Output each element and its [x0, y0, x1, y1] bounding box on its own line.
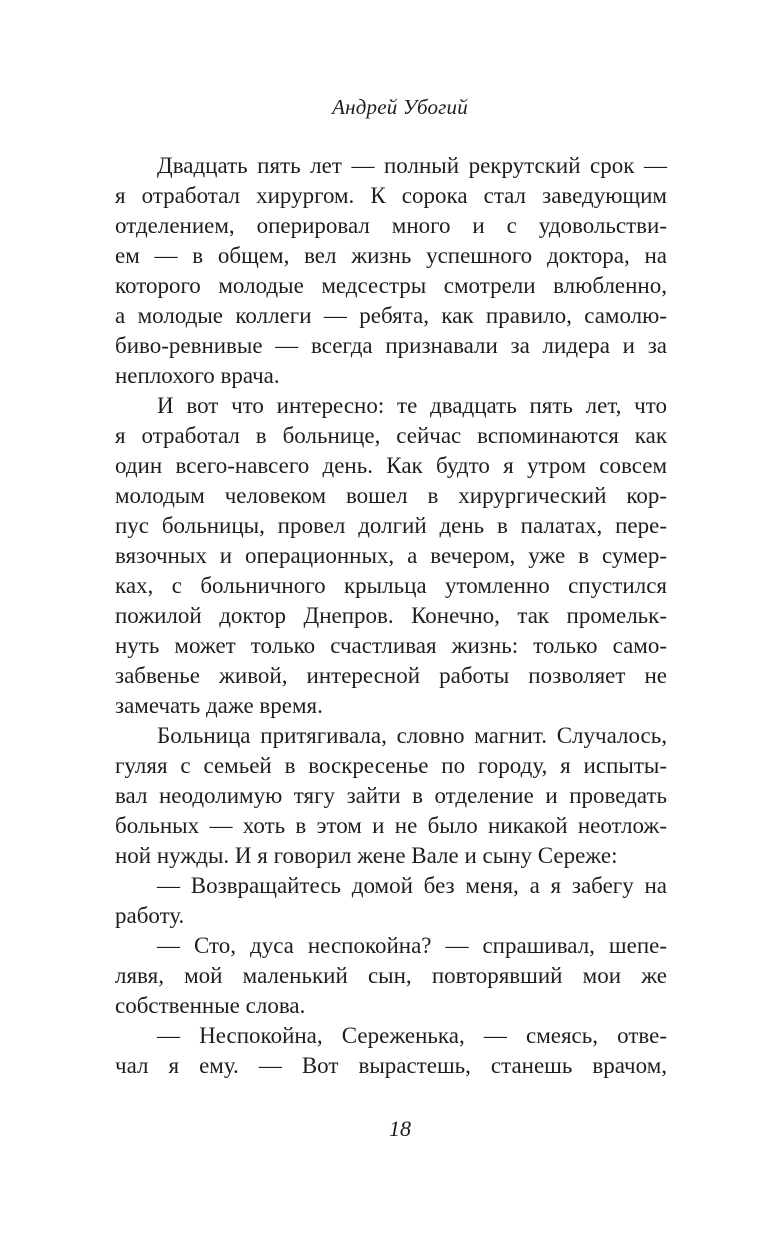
- text-line: отделением, оперировал много и с удовольстви-: [115, 213, 667, 238]
- text-line: больных — хоть в этом и не было никакой неотлож-: [115, 813, 667, 838]
- text-line: ной нужды. И я говорил жене Вале и сыну Сереже:: [115, 843, 618, 868]
- text-line: неплохого врача.: [115, 363, 280, 388]
- text-line: Двадцать пять лет — полный рекрутский срок —: [157, 153, 667, 178]
- text-line: замечать даже время.: [115, 693, 323, 718]
- running-header: Андрей Убогий: [332, 95, 468, 119]
- text-line: чал я ему. — Вот вырастешь, станешь врачом,: [115, 1053, 667, 1078]
- text-line: работу.: [115, 903, 185, 928]
- text-line: — Возвращайтесь домой без меня, а я забегу на: [157, 873, 667, 898]
- text-line: Больница притягивала, словно магнит. Случалось,: [157, 723, 667, 748]
- text-line: молодым человеком вошел в хирургический кор-: [115, 483, 667, 508]
- text-line: пус больницы, провел долгий день в палатах, пере-: [115, 513, 667, 538]
- text-line: И вот что интересно: те двадцать пять лет, что: [157, 393, 667, 418]
- text-line: пожилой доктор Днепров. Конечно, так промельк-: [115, 603, 667, 628]
- text-line: один всего-навсего день. Как будто я утром совсем: [115, 453, 667, 478]
- text-line: которого молодые медсестры смотрели влюбленно,: [115, 273, 667, 298]
- text-line: лявя, мой маленький сын, повторявший мои же: [115, 963, 667, 988]
- text-line: нуть может только счастливая жизнь: только само-: [115, 633, 667, 658]
- page-text-block: [115, 151, 667, 1081]
- text-line: вал неодолимую тягу зайти в отделение и проведать: [115, 783, 667, 808]
- text-line: ем — в общем, вел жизнь успешного доктора, на: [115, 243, 667, 268]
- text-line: биво-ревнивые — всегда признавали за лидера и за: [115, 333, 667, 358]
- text-line: а молодые коллеги — ребята, как правило, самолю-: [115, 303, 667, 328]
- text-line: я отработал в больнице, сейчас вспоминаются как: [115, 423, 667, 448]
- text-line: ках, с больничного крыльца утомленно спустился: [115, 573, 667, 598]
- text-line: гуляя с семьей в воскресенье по городу, я испыты-: [115, 753, 667, 778]
- text-line: — Неспокойна, Сереженька, — смеясь, отве-: [157, 1023, 667, 1048]
- text-line: забвенье живой, интересной работы позволяет не: [115, 663, 667, 688]
- text-line: собственные слова.: [115, 993, 306, 1018]
- text-line: я отработал хирургом. К сорока стал заведующим: [115, 183, 667, 208]
- page-number: 18: [389, 1116, 411, 1141]
- text-line: — Сто, дуса неспокойна? — спрашивал, шепе-: [157, 933, 667, 958]
- text-line: вязочных и операционных, а вечером, уже в сумер-: [115, 543, 667, 568]
